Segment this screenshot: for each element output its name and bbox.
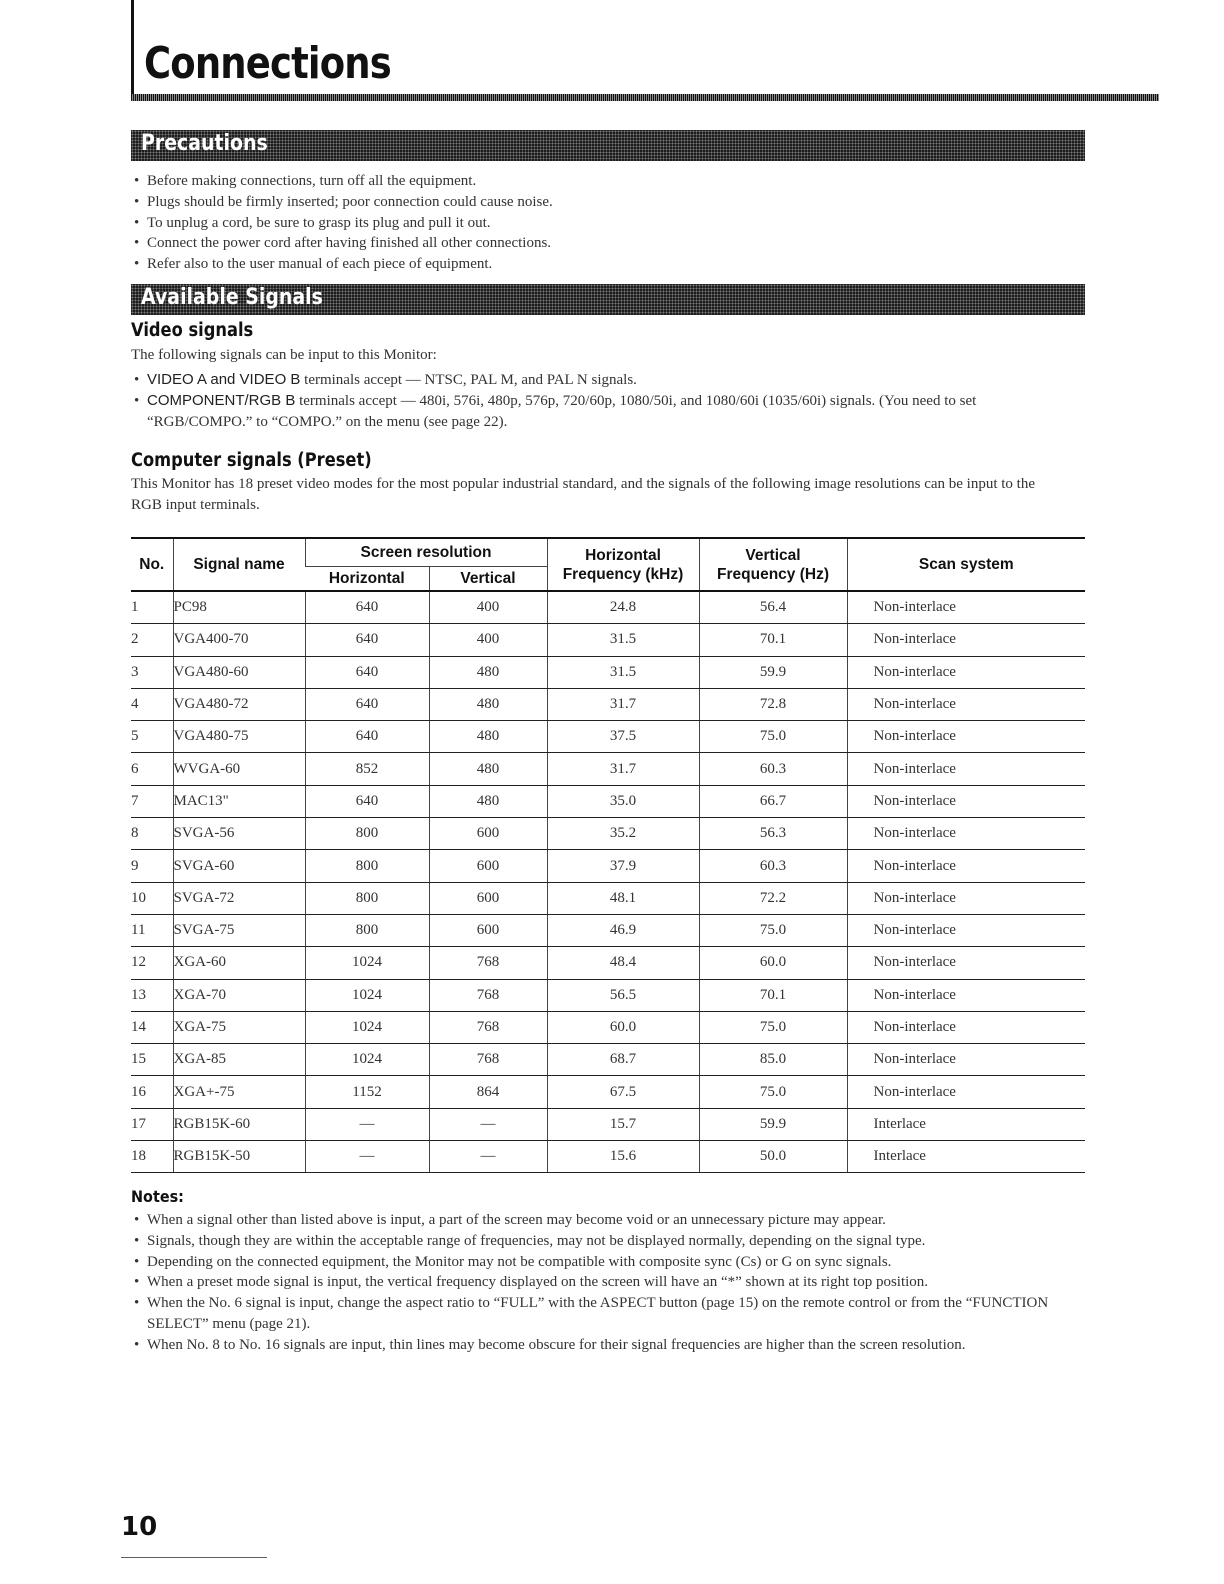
cell-horizontal-resolution: 640 bbox=[305, 656, 429, 688]
cell-horizontal-frequency: 48.1 bbox=[547, 882, 699, 914]
cell-signal-name: VGA480-75 bbox=[173, 721, 305, 753]
cell-vertical-resolution: — bbox=[429, 1141, 547, 1173]
page-number: 10 bbox=[121, 1512, 158, 1542]
cell-horizontal-frequency: 37.9 bbox=[547, 850, 699, 882]
cell-horizontal-frequency: 31.7 bbox=[547, 688, 699, 720]
cell-scan-system: Non-interlace bbox=[847, 688, 1085, 720]
cell-horizontal-frequency: 35.2 bbox=[547, 818, 699, 850]
cell-vertical-frequency: 59.9 bbox=[699, 1108, 847, 1140]
cell-horizontal-resolution: 800 bbox=[305, 850, 429, 882]
cell-scan-system: Non-interlace bbox=[847, 1011, 1085, 1043]
cell-horizontal-frequency: 15.6 bbox=[547, 1141, 699, 1173]
table-row bbox=[131, 1044, 1085, 1076]
cell-signal-name: SVGA-72 bbox=[173, 882, 305, 914]
cell-no: 12 bbox=[131, 947, 173, 979]
video-terminal-name: VIDEO A and VIDEO B bbox=[147, 371, 301, 388]
list-item: • When a preset mode signal is input, the vertical frequency displayed on the screen will have an “*” shown at its right top position. bbox=[131, 1272, 1077, 1293]
cell-scan-system: Non-interlace bbox=[847, 785, 1085, 817]
cell-horizontal-frequency: 67.5 bbox=[547, 1076, 699, 1108]
video-signals-heading: Video signals bbox=[131, 320, 254, 341]
cell-vertical-frequency: 85.0 bbox=[699, 1044, 847, 1076]
table-row bbox=[131, 979, 1085, 1011]
cell-vertical-resolution: 600 bbox=[429, 882, 547, 914]
cell-scan-system: Interlace bbox=[847, 1108, 1085, 1140]
cell-scan-system: Non-interlace bbox=[847, 947, 1085, 979]
header-rule bbox=[131, 94, 1159, 101]
cell-no: 7 bbox=[131, 785, 173, 817]
header-signal-name: Signal name bbox=[173, 538, 305, 591]
table-row bbox=[131, 818, 1085, 850]
cell-signal-name: WVGA-60 bbox=[173, 753, 305, 785]
cell-scan-system: Interlace bbox=[847, 1141, 1085, 1173]
header-no: No. bbox=[139, 556, 165, 573]
cell-horizontal-frequency: 31.5 bbox=[547, 624, 699, 656]
cell-horizontal-frequency: 35.0 bbox=[547, 785, 699, 817]
header-horizontal-frequency: Horizontal Frequency (kHz) bbox=[547, 538, 699, 591]
cell-vertical-frequency: 75.0 bbox=[699, 1011, 847, 1043]
cell-vertical-frequency: 72.8 bbox=[699, 688, 847, 720]
table-row bbox=[131, 721, 1085, 753]
cell-no: 2 bbox=[131, 624, 173, 656]
cell-scan-system: Non-interlace bbox=[847, 1076, 1085, 1108]
list-item: • Connect the power cord after having finished all other connections. bbox=[131, 233, 1091, 254]
cell-scan-system: Non-interlace bbox=[847, 979, 1085, 1011]
cell-horizontal-resolution: 640 bbox=[305, 624, 429, 656]
cell-signal-name: RGB15K-60 bbox=[173, 1108, 305, 1140]
cell-no: 15 bbox=[131, 1044, 173, 1076]
cell-signal-name: MAC13" bbox=[173, 785, 305, 817]
list-item: • Refer also to the user manual of each piece of equipment. bbox=[131, 254, 1091, 275]
cell-signal-name: XGA-75 bbox=[173, 1011, 305, 1043]
cell-signal-name: VGA480-72 bbox=[173, 688, 305, 720]
header-screen-resolution: Screen resolution bbox=[305, 538, 547, 567]
list-item: • To unplug a cord, be sure to grasp its plug and pull it out. bbox=[131, 213, 1091, 234]
table-row bbox=[131, 688, 1085, 720]
table-row bbox=[131, 882, 1085, 914]
cell-no: 14 bbox=[131, 1011, 173, 1043]
cell-signal-name: PC98 bbox=[173, 591, 305, 624]
cell-vertical-frequency: 75.0 bbox=[699, 914, 847, 946]
cell-horizontal-resolution: 1024 bbox=[305, 1044, 429, 1076]
cell-horizontal-resolution: 640 bbox=[305, 591, 429, 624]
cell-horizontal-resolution: 800 bbox=[305, 914, 429, 946]
cell-vertical-resolution: 400 bbox=[429, 591, 547, 624]
cell-no: 10 bbox=[131, 882, 173, 914]
cell-vertical-frequency: 70.1 bbox=[699, 979, 847, 1011]
cell-horizontal-frequency: 46.9 bbox=[547, 914, 699, 946]
cell-vertical-frequency: 75.0 bbox=[699, 721, 847, 753]
cell-vertical-resolution: 768 bbox=[429, 947, 547, 979]
cell-horizontal-frequency: 24.8 bbox=[547, 591, 699, 624]
cell-no: 3 bbox=[131, 656, 173, 688]
cell-signal-name: SVGA-75 bbox=[173, 914, 305, 946]
cell-vertical-frequency: 59.9 bbox=[699, 656, 847, 688]
header-scan-system: Scan system bbox=[847, 538, 1085, 591]
cell-horizontal-frequency: 48.4 bbox=[547, 947, 699, 979]
cell-horizontal-frequency: 31.7 bbox=[547, 753, 699, 785]
cell-horizontal-resolution: — bbox=[305, 1141, 429, 1173]
cell-scan-system: Non-interlace bbox=[847, 882, 1085, 914]
cell-signal-name: XGA-85 bbox=[173, 1044, 305, 1076]
list-item: • Signals, though they are within the acceptable range of frequencies, may not be displayed normally, depending on the signal type. bbox=[131, 1231, 1077, 1252]
cell-horizontal-frequency: 68.7 bbox=[547, 1044, 699, 1076]
computer-signals-heading: Computer signals (Preset) bbox=[131, 450, 372, 471]
cell-vertical-frequency: 50.0 bbox=[699, 1141, 847, 1173]
table-row bbox=[131, 624, 1085, 656]
cell-horizontal-resolution: 852 bbox=[305, 753, 429, 785]
cell-vertical-resolution: 480 bbox=[429, 785, 547, 817]
cell-vertical-frequency: 66.7 bbox=[699, 785, 847, 817]
cell-signal-name: VGA400-70 bbox=[173, 624, 305, 656]
notes-heading: Notes: bbox=[131, 1187, 184, 1206]
video-signals-list bbox=[131, 370, 1061, 432]
cell-no: 5 bbox=[131, 721, 173, 753]
table-row bbox=[131, 785, 1085, 817]
cell-no: 8 bbox=[131, 818, 173, 850]
header-vertical-rule bbox=[131, 0, 134, 98]
cell-vertical-frequency: 56.3 bbox=[699, 818, 847, 850]
cell-vertical-resolution: 768 bbox=[429, 1044, 547, 1076]
cell-signal-name: SVGA-56 bbox=[173, 818, 305, 850]
video-signals-intro: The following signals can be input to this Monitor: bbox=[131, 347, 437, 363]
cell-no: 18 bbox=[131, 1141, 173, 1173]
cell-vertical-frequency: 75.0 bbox=[699, 1076, 847, 1108]
cell-vertical-resolution: — bbox=[429, 1108, 547, 1140]
list-item: • When a signal other than listed above is input, a part of the screen may become void or an unnecessary picture may appear. bbox=[131, 1210, 1077, 1231]
cell-horizontal-resolution: — bbox=[305, 1108, 429, 1140]
table-body bbox=[131, 591, 1085, 1173]
cell-scan-system: Non-interlace bbox=[847, 1044, 1085, 1076]
available-signals-section-bar bbox=[131, 284, 1085, 315]
component-terminal-name: COMPONENT/RGB B bbox=[147, 391, 296, 409]
table-row bbox=[131, 947, 1085, 979]
list-item: • When the No. 6 signal is input, change the aspect ratio to “FULL” with the ASPECT button (page 15) on the remote control or from the “FUNCTION SELECT” menu (page 21). bbox=[131, 1293, 1077, 1335]
table-row bbox=[131, 1011, 1085, 1043]
video-terminal-desc: terminals accept — NTSC, PAL M, and PAL N signals. bbox=[300, 372, 637, 388]
header-vertical-frequency: Vertical Frequency (Hz) bbox=[699, 538, 847, 591]
cell-horizontal-resolution: 800 bbox=[305, 818, 429, 850]
list-item: • Before making connections, turn off all the equipment. bbox=[131, 171, 1091, 192]
cell-vertical-resolution: 480 bbox=[429, 656, 547, 688]
cell-vertical-resolution: 864 bbox=[429, 1076, 547, 1108]
table-row bbox=[131, 591, 1085, 624]
component-terminal-desc: terminals accept — 480i, 576i, 480p, 576p, 720/60p, 1080/50i, and 1080/60i (1035/60i) signals. (You need to set “RGB/COMPO.” to “COMPO.” on the menu (see page 22). bbox=[147, 392, 977, 430]
cell-horizontal-frequency: 60.0 bbox=[547, 1011, 699, 1043]
cell-scan-system: Non-interlace bbox=[847, 753, 1085, 785]
cell-signal-name: XGA-70 bbox=[173, 979, 305, 1011]
list-item: • Depending on the connected equipment, the Monitor may not be compatible with composite sync (Cs) or G on sync signals. bbox=[131, 1252, 1077, 1273]
cell-no: 1 bbox=[131, 591, 173, 624]
list-item bbox=[131, 391, 1061, 433]
cell-scan-system: Non-interlace bbox=[847, 914, 1085, 946]
page-title: Connections bbox=[144, 38, 391, 89]
cell-vertical-resolution: 600 bbox=[429, 850, 547, 882]
cell-horizontal-resolution: 1152 bbox=[305, 1076, 429, 1108]
table-row bbox=[131, 914, 1085, 946]
cell-vertical-frequency: 72.2 bbox=[699, 882, 847, 914]
cell-signal-name: VGA480-60 bbox=[173, 656, 305, 688]
cell-horizontal-frequency: 15.7 bbox=[547, 1108, 699, 1140]
cell-no: 4 bbox=[131, 688, 173, 720]
cell-vertical-frequency: 60.0 bbox=[699, 947, 847, 979]
list-item: • When No. 8 to No. 16 signals are input, thin lines may become obscure for their signal frequencies are higher than the screen resolution. bbox=[131, 1335, 1077, 1356]
cell-horizontal-resolution: 640 bbox=[305, 785, 429, 817]
cell-scan-system: Non-interlace bbox=[847, 624, 1085, 656]
cell-scan-system: Non-interlace bbox=[847, 656, 1085, 688]
cell-signal-name: RGB15K-50 bbox=[173, 1141, 305, 1173]
cell-vertical-frequency: 60.3 bbox=[699, 850, 847, 882]
cell-horizontal-resolution: 1024 bbox=[305, 979, 429, 1011]
cell-signal-name: SVGA-60 bbox=[173, 850, 305, 882]
cell-vertical-resolution: 400 bbox=[429, 624, 547, 656]
table-row bbox=[131, 1076, 1085, 1108]
precautions-section-bar bbox=[131, 130, 1085, 161]
cell-scan-system: Non-interlace bbox=[847, 818, 1085, 850]
cell-signal-name: XGA-60 bbox=[173, 947, 305, 979]
cell-vertical-frequency: 70.1 bbox=[699, 624, 847, 656]
footer-rule bbox=[121, 1557, 267, 1558]
notes-list bbox=[131, 1210, 1077, 1356]
cell-horizontal-resolution: 640 bbox=[305, 688, 429, 720]
cell-scan-system: Non-interlace bbox=[847, 721, 1085, 753]
table-row bbox=[131, 850, 1085, 882]
table-row bbox=[131, 1108, 1085, 1140]
table-row bbox=[131, 753, 1085, 785]
cell-scan-system: Non-interlace bbox=[847, 591, 1085, 624]
precautions-heading: Precautions bbox=[141, 131, 268, 156]
cell-no: 6 bbox=[131, 753, 173, 785]
cell-vertical-resolution: 600 bbox=[429, 818, 547, 850]
list-item bbox=[131, 370, 1061, 391]
table-row bbox=[131, 656, 1085, 688]
cell-horizontal-resolution: 1024 bbox=[305, 947, 429, 979]
computer-signals-intro: This Monitor has 18 preset video modes for the most popular industrial standard, and the signals of the following image resolutions can be input to the RGB input terminals. bbox=[131, 476, 1035, 513]
cell-horizontal-frequency: 37.5 bbox=[547, 721, 699, 753]
cell-signal-name: XGA+-75 bbox=[173, 1076, 305, 1108]
table-row bbox=[131, 1141, 1085, 1173]
cell-horizontal-resolution: 640 bbox=[305, 721, 429, 753]
cell-vertical-resolution: 480 bbox=[429, 753, 547, 785]
cell-horizontal-resolution: 800 bbox=[305, 882, 429, 914]
list-item: • Plugs should be firmly inserted; poor connection could cause noise. bbox=[131, 192, 1091, 213]
cell-vertical-resolution: 480 bbox=[429, 721, 547, 753]
cell-vertical-resolution: 768 bbox=[429, 1011, 547, 1043]
header-vertical-resolution: Vertical bbox=[429, 567, 547, 592]
cell-no: 16 bbox=[131, 1076, 173, 1108]
available-signals-heading: Available Signals bbox=[141, 285, 323, 310]
header-horizontal-resolution: Horizontal bbox=[305, 567, 429, 592]
cell-no: 17 bbox=[131, 1108, 173, 1140]
cell-vertical-frequency: 60.3 bbox=[699, 753, 847, 785]
cell-no: 13 bbox=[131, 979, 173, 1011]
cell-no: 9 bbox=[131, 850, 173, 882]
cell-vertical-resolution: 600 bbox=[429, 914, 547, 946]
cell-horizontal-resolution: 1024 bbox=[305, 1011, 429, 1043]
precautions-list bbox=[131, 171, 1091, 275]
cell-horizontal-frequency: 56.5 bbox=[547, 979, 699, 1011]
cell-horizontal-frequency: 31.5 bbox=[547, 656, 699, 688]
cell-vertical-resolution: 480 bbox=[429, 688, 547, 720]
preset-signals-table bbox=[131, 537, 1085, 1173]
cell-vertical-resolution: 768 bbox=[429, 979, 547, 1011]
cell-vertical-frequency: 56.4 bbox=[699, 591, 847, 624]
cell-no: 11 bbox=[131, 914, 173, 946]
cell-scan-system: Non-interlace bbox=[847, 850, 1085, 882]
